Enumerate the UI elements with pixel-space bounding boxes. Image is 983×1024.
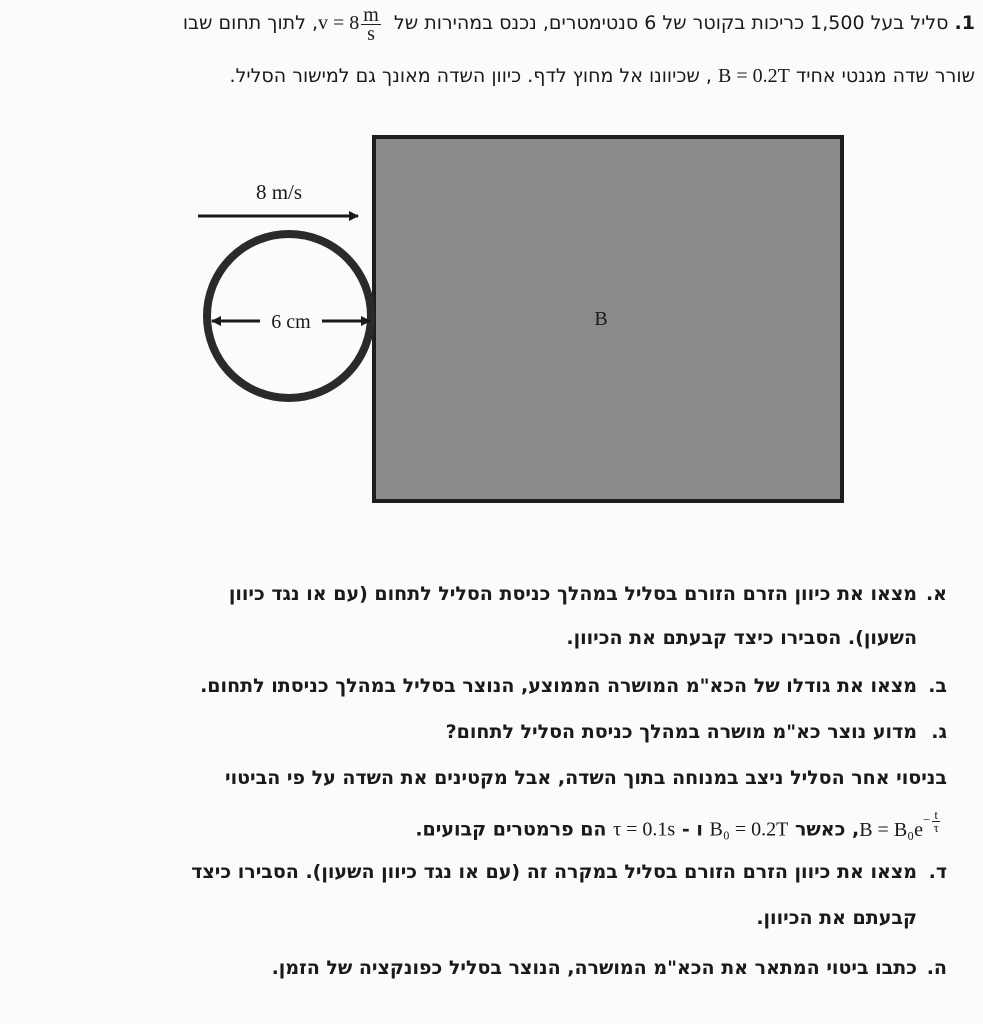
item-b: ב.מצאו את גודלו של הכא"מ המושרה הממוצע, הנוצר בסליל במהלך כניסתו לתחום. <box>200 672 947 700</box>
item-d-line-2: קבעתם את הכיוון. <box>756 907 917 929</box>
question-intro-2-end: , שכיוונו אל מחוץ לדף. כיוון השדה מאונך גם למישור הסליל. <box>229 65 712 87</box>
item-c: ג.מדוע נוצר כא"מ מושרה במהלך כניסת הסליל לתחום? <box>446 718 947 746</box>
item-d-line-1: ד.מצאו את כיוון הזרם הזורם בסליל במקרה זה (עם או נגד כיוון השעון). הסבירו כיצד <box>191 858 947 886</box>
item-a-marker: א. <box>925 583 947 605</box>
question-number: 1. <box>954 12 975 35</box>
field-value: B = 0.2T <box>718 65 790 87</box>
field-label: B <box>594 308 608 330</box>
velocity-unit-fraction: $\frac{m}{s}$ <box>363 4 379 45</box>
diameter-label: 6 cm <box>271 311 311 333</box>
decay-formula: $B = B_0e^{- \frac{t}{\tau}}$ <box>859 806 939 841</box>
tau-value: τ = 0.1s <box>613 818 676 841</box>
item-a-line-1: א.מצאו את כיוון הזרם הזורם בסליל במהלך כניסת הסליל לתחום (עם או נגד כיוון <box>229 580 947 608</box>
item-e-marker: ה. <box>926 957 947 979</box>
question-intro-1: סליל בעל 1,500 כריכות בקוטר של 6 סנטימטרים, נכנס במהירות של <box>393 12 949 35</box>
question-intro-1-end: , לתוך תחום שבו <box>182 12 319 35</box>
item-b-marker: ב. <box>928 675 947 697</box>
speed-label: 8 m/s <box>255 180 303 204</box>
b0-value: B₀ = 0.2T <box>709 818 789 841</box>
item-a-line-2: השעון). הסבירו כיצד קבעתם את הכיוון. <box>566 627 917 649</box>
experiment-line-1: בניסוי אחר הסליל ניצב במנוחה בתוך השדה, אבל מקטינים את השדה על פי הביטוי <box>225 767 947 789</box>
question-intro-2-start: שורר שדה מגנטי אחיד <box>795 65 975 87</box>
item-c-marker: ג. <box>931 721 947 743</box>
experiment-line-2: $B = B_0e^{- \frac{t}{\tau}}$ , כאשר B₀ = 0.2T ו - τ = 0.1s הם פרמטרים קבועים. <box>415 810 947 844</box>
velocity-expression: v = 8 $\frac{m}{s}$ <box>318 4 379 45</box>
item-e: ה.כתבו ביטוי המתאר את הכא"מ המושרה, הנוצר בסליל כפונקציה של הזמן. <box>272 954 947 982</box>
item-d-marker: ד. <box>928 861 947 883</box>
magnetic-field-region <box>374 137 842 501</box>
